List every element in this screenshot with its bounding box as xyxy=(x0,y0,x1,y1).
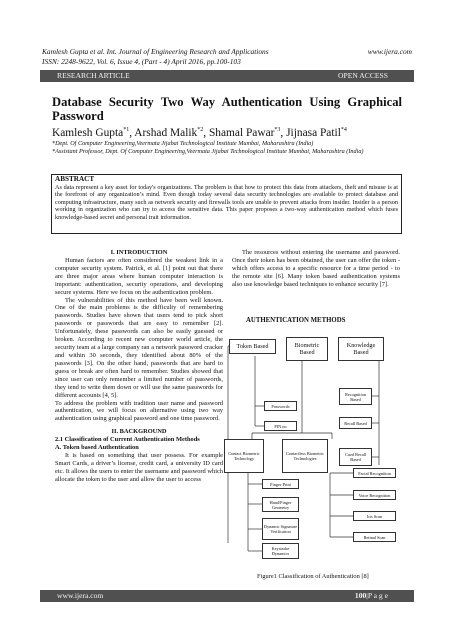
node-retinal-scan: Retinal Scan xyxy=(353,532,396,542)
footer-bar xyxy=(40,590,414,602)
affiliations xyxy=(52,140,404,156)
node-recall-based: Recall Based xyxy=(339,417,372,429)
article-type: RESEARCH ARTICLE xyxy=(57,71,130,80)
node-cued-recall-based: Cued Recall Based xyxy=(339,448,372,466)
node-biometric-based: Biometric Based xyxy=(286,337,328,361)
subsection-heading: A. Token based Authentication xyxy=(55,444,139,452)
node-finger-print: Finger Print xyxy=(262,479,299,489)
page-number-value: 100 xyxy=(354,591,367,600)
node-contactless-biometric: Contactless Biometric Technologies xyxy=(282,439,328,473)
paper-title: Database Security Two Way Authentication Using Graphical Password xyxy=(52,95,402,123)
author-name: Arshad Malik xyxy=(134,127,198,139)
node-token-based: Token Based xyxy=(229,339,276,354)
node-passwords: Passwords xyxy=(264,401,297,411)
author-list: Kamlesh Gupta$^{*1}$, Arshad Malik$^{*2}$, Shamal Pawar$^{*3}$, Jijnasa Patil$^{*4}$ xyxy=(52,127,347,139)
right-column xyxy=(232,249,400,289)
abstract-box xyxy=(51,174,402,234)
authentication-diagram xyxy=(222,313,402,573)
diagram-title: AUTHENTICATION METHODS xyxy=(246,317,346,324)
left-column xyxy=(55,249,223,484)
affiliation: *Dept. Of Computer Engineering,Veermata Jijabai Technological Institute Mumbai, Maharashtra (India) xyxy=(52,140,314,147)
paragraph: To address the problem with tradition user name and password authentication, we will focus on alternative using two way authentication using graphical password and one time password. xyxy=(55,399,223,423)
abstract-text: As data represent a key asset for today's organizations. The problem is that how to protect this data from attackers, theft and misuse is at the forefront of any organization’s mind. Even though today several data security technologies are available to protect database and computing infrastructure, many such as network security and firewalls tools are unable to prevent attacks from insider. Insider is a person working in organization who can try to access the sensitive data. This paper proposes a two-way authentication method which fuses knowledge-based secret and personal trait information. xyxy=(55,183,398,221)
article-type-bar xyxy=(40,70,414,82)
paragraph: It is based on something that user possess. For example Smart Cards, a driver’s license, credit card, a university ID card etc. It allows the users to enter the username and password which allocate the token to the user and allow the user to access xyxy=(55,452,223,483)
author-mark: *3 xyxy=(274,127,281,134)
journal-site[interactable]: www.ijera.com xyxy=(367,47,412,56)
node-voice-recognition: Voice Recognition xyxy=(353,490,396,500)
page-number xyxy=(355,590,388,602)
abstract-heading: ABSTRACT xyxy=(55,175,95,183)
subsection-heading: 2.1 Classification of Current Authentication Methods xyxy=(55,436,200,444)
running-header xyxy=(42,47,412,57)
node-dynamic-signature: Dynamic Signature Verification xyxy=(262,518,299,540)
author-name: Jijnasa Patil xyxy=(286,127,341,139)
node-hand-finger-geometry: Hand/Finger Geometry xyxy=(262,497,299,512)
paragraph: Human factors are often considered the weakest link in a computer security system. Patrick, et al. [1] point out that there are three major areas where human computer interaction is important: authentication, security operations, and developing secure systems. Here we focus on the authentication problem. xyxy=(55,256,223,296)
paragraph: The resources without entering the username and password. Once their token has been obtained, the user can offer the token - which offers access to a specific resource for a time period - to the remote site [6]. Many token based authentication systems also use knowledge based techniques to enhance security [7]. xyxy=(232,249,400,288)
figure-caption: Figure1 Classification of Authentication [8] xyxy=(257,573,369,580)
author-name: Shamal Pawar xyxy=(208,127,275,139)
node-iris-scan: Iris Scan xyxy=(353,511,396,521)
issn-line: ISSN: 2248-9622, Vol. 6, Issue 4, (Part - 4) April 2016, pp.100-103 xyxy=(42,57,241,66)
author-mark: *2 xyxy=(197,127,204,134)
node-contact-biometric: Contact Biometric Technology xyxy=(224,439,264,473)
section-heading: I. INTRODUCTION xyxy=(110,249,168,256)
node-recognition-based: Recognition Based xyxy=(339,388,372,405)
node-pin: PIN no xyxy=(264,421,297,431)
author-mark: *1 xyxy=(123,127,130,134)
node-facial-recognition: Facial Recognition xyxy=(353,468,396,478)
node-knowledge-based: Knowledge Based xyxy=(338,337,384,361)
section-heading: II. BACKGROUND xyxy=(111,428,167,436)
paragraph: The vulnerabilities of this method have been well known. One of the main problems is the difficulty of remembering passwords. Studies have shown that users tend to pick short passwords or passwords that are easy to remember [2]. Unfortunately, these passwords can also be easily guessed or broken. According to recent new computer world article, the security team at a large company ran a network password cracker and within 30 seconds, they identified about 80% of the passwords [3]. On the other hand, passwords that are hard to guess or break are often hard to remember. Studies showed that since user can only remember a limited number of passwords, they tend to write them down or will use the same passwords for different accounts [4, 5]. xyxy=(55,296,223,399)
access-type: OPEN ACCESS xyxy=(337,71,388,80)
node-keystroke-dynamics: Keystroke Dynamics xyxy=(262,543,299,559)
footer-site[interactable]: www.ijera.com xyxy=(57,591,104,600)
affiliation: *Assistant Professor, Dept. Of Computer Engineering,Veermata Jijabai Technological Institute Mumbai, Maharashtra (India) xyxy=(52,148,364,155)
page-label: |P a g e xyxy=(366,591,388,600)
journal-line: Kamlesh Gupta et al. Int. Journal of Engineering Research and Applications xyxy=(42,47,269,56)
author-name: Kamlesh Gupta xyxy=(52,127,124,139)
author-mark: *4 xyxy=(340,127,347,134)
